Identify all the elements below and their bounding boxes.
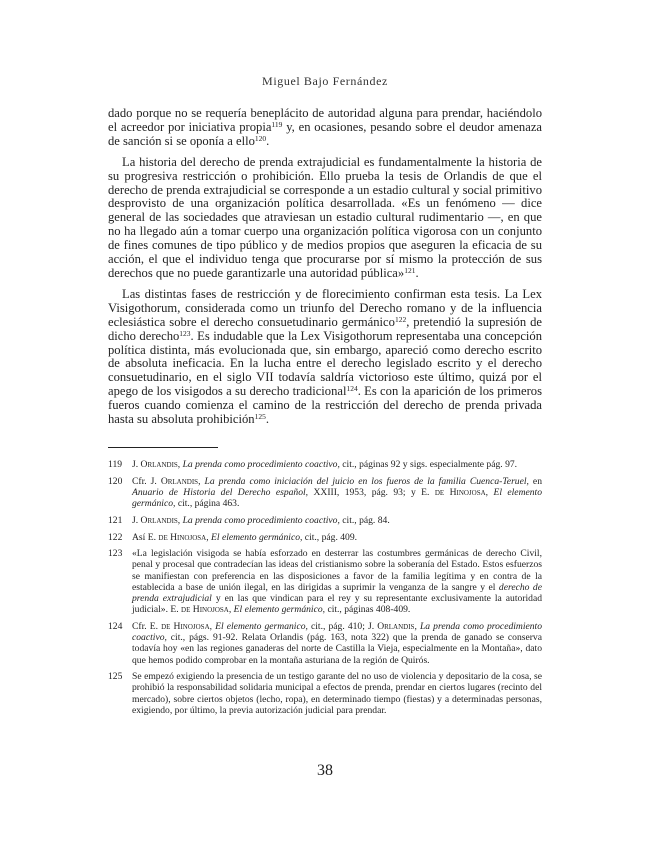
footnote-122 [108,532,542,543]
work-title: El elemento germánico, [132,486,543,510]
work-title: La prenda como procedimiento coactivo, [132,620,543,644]
footnote-text-part: , [209,620,216,632]
footnote-ref-119[interactable]: 119 [271,119,283,129]
author-name: de Hinojosa [161,620,210,632]
footnote-text-part: J. [132,514,141,526]
footnote-text-part: en [528,475,542,487]
paragraph-2-text-b: . [415,265,419,280]
footnote-125 [108,671,542,716]
body-text [108,107,542,434]
footnote-text-part: , [228,604,234,616]
paragraph-3-text-e: . [265,412,269,427]
footnote-123 [108,548,542,615]
author-name: de Hinojosa [181,604,229,616]
footnote-number: 121 [108,514,123,526]
footnote-text [132,621,542,666]
footnote-ref-124[interactable]: 124 [346,384,358,394]
footnote-ref-125[interactable]: 125 [254,412,266,422]
work-title: El elemento germánico, [211,531,303,543]
footnote-text [132,515,542,526]
footnote-separator [108,447,218,448]
footnote-text [132,459,542,470]
footnote-ref-123[interactable]: 123 [179,328,191,338]
work-title: La prenda como iniciación del juicio en los fueros de la familia Cuenca-Teruel, [204,475,529,487]
footnote-number: 122 [108,531,123,543]
emphasis: derecho de prenda extrajudicial [132,581,542,605]
paragraph-2 [108,156,542,281]
footnote-number: 119 [108,459,123,470]
header-author: Miguel Bajo Fernández [262,74,388,88]
footnote-text-part: J. [132,459,141,470]
author-name: de Hinojosa [434,486,486,498]
work-title: El elemento germanico, [215,620,308,632]
author-name: Orlandis [140,514,178,526]
paragraph-1-text-c: . [266,133,270,148]
footnote-text: Se empezó exigiendo la presencia de un testigo garante del no uso de violencia y depositario de la cosa, se prohibió la responsabilidad solidaria municipal a efectos de prenda, prendar en ciertos lugares (recinto del mercado), sobre ciertos objetos (lecho, ropa), en determinado tiempo (fiestas) y a determinadas personas, exigiendo, por último, la previa autorización judicial para prendar. [132,671,542,716]
paragraph-1 [108,107,542,149]
footnote-text-part: y en las que vindican para el rey y su representante exclusivamente la autoridad judicial». E. [132,593,542,616]
paragraph-3 [108,288,542,427]
paragraph-3-text-d: . Es con la aparición de los primeros fueros cuando comienza el camino de la restricción del derecho de prenda privada hasta su absoluta prohibición [108,384,542,427]
paragraph-1-text-a: dado porque no se requería beneplácito de autoridad alguna para prendar, haciéndolo el acreedor por iniciativa propia [108,106,542,134]
footnote-text-part: , [198,475,205,487]
footnote-121 [108,515,542,526]
footnote-text-part: , [177,514,183,526]
author-name: Orlandis [377,620,415,632]
footnote-ref-121[interactable]: 121 [404,265,416,275]
footnote-text-part: cit., páginas 92 y sigs. especialmente pág. 97. [339,459,518,470]
footnote-number: 124 [108,620,123,632]
footnote-text-part: cit., pág. 410; J. [307,620,378,632]
footnote-124 [108,621,542,666]
footnote-text-part: cit., pág. 409. [302,531,358,543]
work-title: Anuario de Historia del Derecho español, [132,486,309,498]
footnotes [108,459,542,722]
paragraph-2-text-a: La historia del derecho de prenda extrajudicial es fundamentalmente la historia de su progresiva restricción o prohibición. Ello prueba la tesis de Orlandis de que el derecho de prenda extrajudicial se corresponde a un estadio cultural y social primitivo desprovisto de una organización política desarrollada. «Es un fenómeno — dice general de las sociedades que atraviesan un estadio cultural rudimentario —, en que no ha llegado aún a tomar cuerpo una organización política vigorosa con un conjunto de fines comunes de tipo público y de medios propios que aseguren la eficacia de su acción, el que el individuo tenga que procurarse por sí mismo la protección de sus derechos que no puede garantizarle una autoridad pública» [108,154,542,280]
footnote-text-part: XXIII, 1953, pág. 93; y E. [308,486,435,498]
footnote-119 [108,459,542,470]
footnote-text-part: , [206,531,212,543]
footnote-number: 120 [108,475,123,487]
paragraph-3-text-c: . Es indudable que la Lex Visigothorum representaba una concepción política distinta, más evolucionada que, sin embargo, apareció como derecho escrito de absoluta ineficacia. En la lucha entre el derecho legislado escrito y el derecho consuetudinario, en el siglo VII todavía saldría victorioso este último, quizá por el apego de los visigodos a su derecho tradicional [108,328,543,399]
author-name: Orlandis [160,475,199,487]
footnote-text-part: , [414,620,420,632]
paragraph-3-text-a: Las distintas fases de restricción y de florecimiento confirman esta tesis. La Lex Visigothorum, considerada como un triunfo del Derecho romano y de la influencia eclesiástica sobre el derecho consuetudinario germánico [108,286,542,329]
page-number: 38 [317,762,333,779]
paragraph-1-text-b: y, en ocasiones, pesando sobre el deudor amenaza de sanción si se oponía a ello [108,119,542,148]
author-name: Orlandis [140,459,178,470]
footnote-ref-122[interactable]: 122 [394,314,407,324]
footnote-text [132,532,542,543]
footnote-number: 125 [108,671,123,683]
running-header [0,74,650,89]
paragraph-3-text-b: , pretendió la supresión de dicho derecho [108,314,542,343]
work-title: La prenda como procedimiento coactivo, [182,514,340,526]
work-title: La prenda como procedimiento coactivo, [182,459,340,470]
footnote-text-part: Cfr. E. [132,620,162,632]
footnote-number: 123 [108,548,123,560]
footnote-text-part: Cfr. J. [132,475,161,487]
footnote-text-part: , [485,486,494,498]
footnote-text [132,476,542,510]
footnote-text-part: Así E. [132,531,159,543]
footnote-120 [108,476,542,510]
footnote-text-part: cit., pág. 84. [339,514,390,526]
footnote-text-part: cit., página 463. [175,498,240,510]
footnote-ref-120[interactable]: 120 [254,133,267,143]
footnote-text-part: , [177,459,183,470]
footnote-text-part: «La legislación visigoda se había esforzado en desterrar las costumbres germánicas de derecho Civil, penal y procesal que contradecían las ideas del cristianismo sobre la soberanía del Estado. Estos esfuerzos se manifiestan con preferencia en las disposiciones a favor de la familia legítima y en contra de la establecida a base de unión ilegal, en las dirigidas a suprimir la venganza de la sangre y el [132,548,542,593]
footnote-text [132,548,542,615]
work-title: El elemento germánico, [233,604,326,616]
author-name: de Hinojosa [158,531,207,543]
footnote-text-part: cit., páginas 408-409. [325,604,411,616]
footnote-text-part: cit., págs. 91-92. Relata Orlandis (pág. 163, nota 322) que la prenda de ganado se conserva todavía hoy «en las regiones ganaderas del norte de Castilla la Vieja, especialmente en la Montaña», dato que hemos podido comprobar en la montaña asturiana de la región de Quirós. [132,632,542,666]
